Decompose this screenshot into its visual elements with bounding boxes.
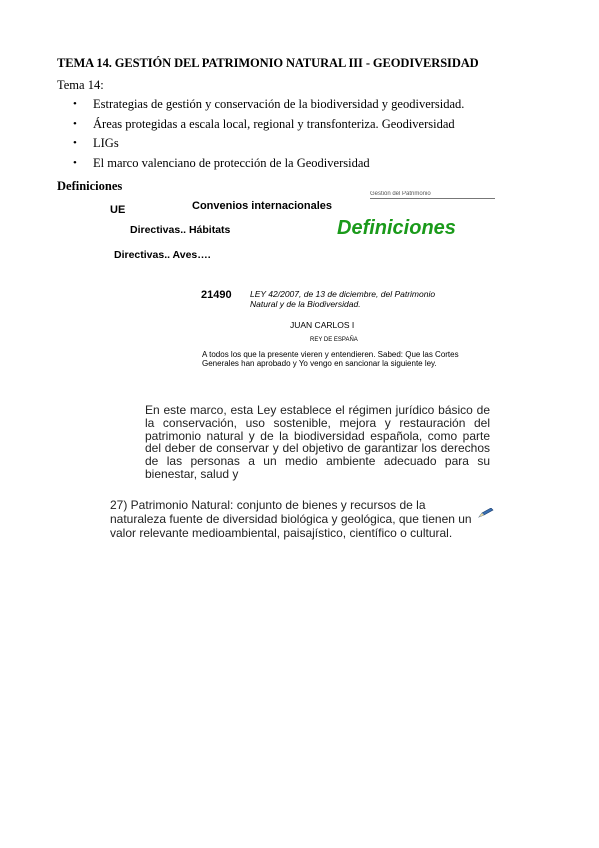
directivas-habitats-label: Directivas.. Hábitats: [130, 224, 231, 236]
ue-label: UE: [110, 204, 126, 216]
definiciones-heading: Definiciones: [57, 179, 123, 193]
definition-27: 27) Patrimonio Natural: conjunto de bienes y recursos de la naturaleza fuente de diversidad biológica y geológica, que tienen un valor relevante medioambiental, paisajístico, científico o cultural.: [110, 498, 472, 540]
law-number: 21490: [201, 289, 232, 301]
king-subtitle: REY DE ESPAÑA: [310, 337, 358, 343]
topic-list: [73, 96, 464, 174]
pencil-icon: [478, 508, 494, 518]
list-item: • Estrategias de gestión y conservación de la biodiversidad y geodiversidad.: [73, 96, 464, 116]
law-preamble: A todos los que la presente vieren y entendieren. Sabed: Que las Cortes Generales han aprobado y Yo vengo en sancionar la siguiente ley.: [202, 350, 459, 368]
convenios-label: Convenios internacionales: [192, 200, 332, 212]
embedded-figure: [100, 190, 500, 570]
directivas-aves-label: Directivas.. Aves….: [114, 249, 211, 261]
law-title: LEY 42/2007, de 13 de diciembre, del Patrimonio Natural y de la Biodiversidad.: [250, 289, 436, 309]
king-name: JUAN CARLOS I: [290, 320, 355, 330]
list-item: • El marco valenciano de protección de la Geodiversidad: [73, 155, 464, 175]
tema-label: Tema 14:: [57, 78, 104, 92]
law-paragraph: En este marco, esta Ley establece el régimen jurídico básico de la conservación, uso sostenible, mejora y restauración del patrimonio natural y de la biodiversidad española, como parte del deber de conservar y del objetivo de garantizar los derechos de las personas a un medio ambiente adecuado para su bienestar, salud y: [145, 403, 490, 481]
page-title: TEMA 14. GESTIÓN DEL PATRIMONIO NATURAL III - GEODIVERSIDAD: [57, 56, 479, 70]
list-item: • LIGs: [73, 135, 464, 155]
list-item: • Áreas protegidas a escala local, regional y transfonteriza. Geodiversidad: [73, 116, 464, 136]
definiciones-title: Definiciones: [337, 217, 456, 239]
figure-header: Gestión del Patrimonio: [370, 191, 495, 199]
